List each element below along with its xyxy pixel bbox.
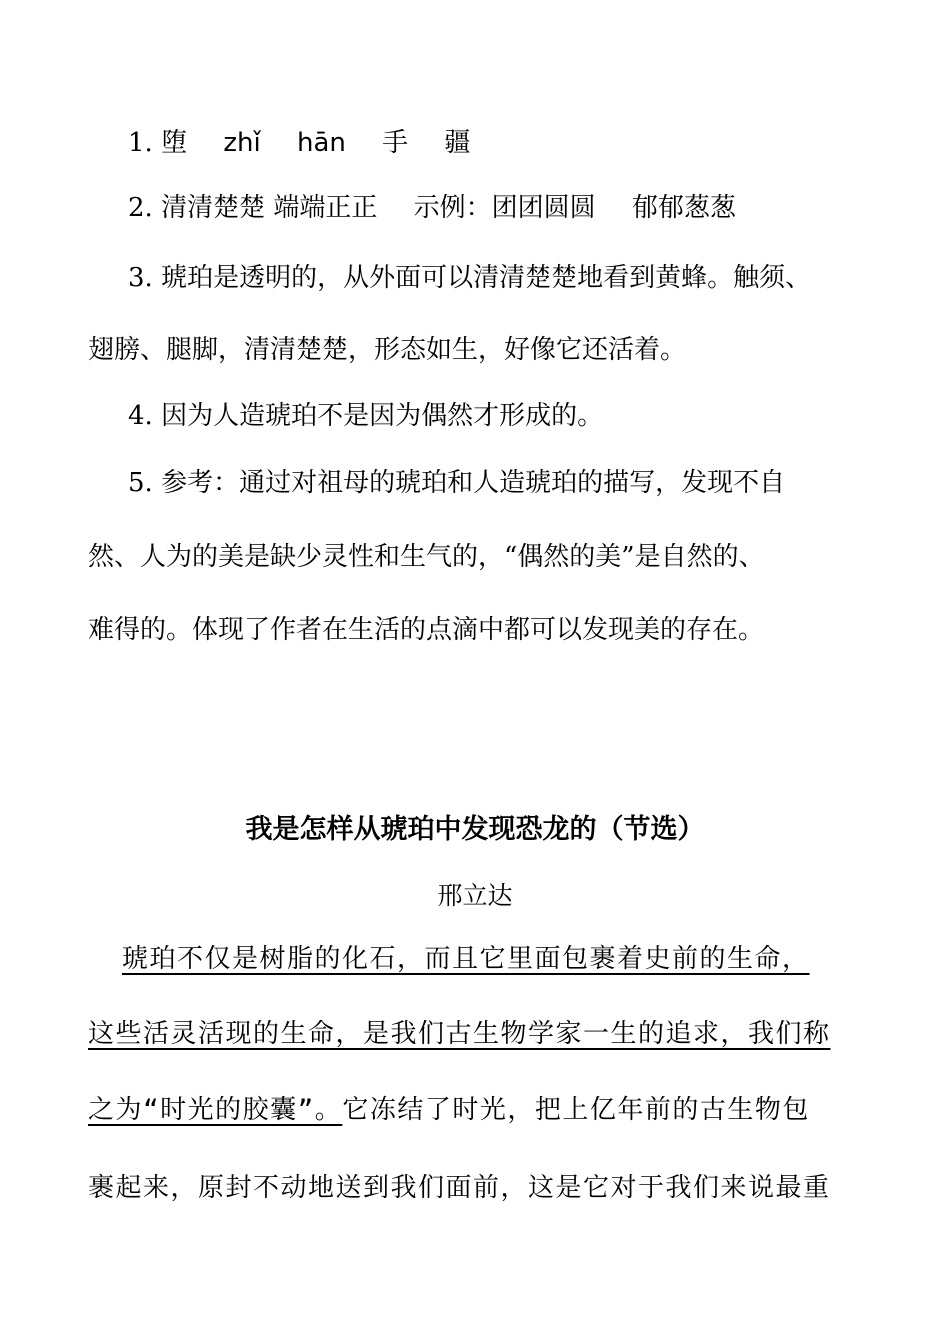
answer-number: 1. — [128, 128, 153, 158]
passage-title: 我是怎样从琥珀中发现恐龙的（节选） — [245, 814, 705, 845]
answer-5-continued: 难得的。体现了作者在生活的点滴中都可以发现美的存在。 — [88, 615, 765, 645]
answer-1 — [128, 126, 470, 160]
answer-text: 示例：团团圆圆 — [413, 193, 596, 223]
answer-3 — [128, 261, 811, 295]
answer-number: 3. — [128, 263, 153, 293]
passage-line: 裹起来，原封不动地送到我们面前，这是它对于我们来说最重 — [88, 1173, 831, 1203]
answer-item: 疆 — [444, 128, 471, 158]
passage-author: 邢立达 — [437, 881, 513, 910]
answer-text: 端端正正 — [273, 193, 378, 223]
passage-line-underlined: 琥珀不仅是树脂的化石，而且它里面包裹着史前的生命， — [122, 944, 810, 974]
passage-underlined-phrase: 之为“时光的胶囊”。 — [88, 1095, 343, 1125]
answer-item: 手 — [382, 128, 409, 158]
answer-4 — [128, 399, 603, 433]
passage-line — [88, 1093, 810, 1127]
answer-5 — [128, 466, 785, 500]
answer-text: 参考：通过对祖母的琥珀和人造琥珀的描写，发现不自 — [161, 468, 786, 498]
answer-item: 堕 — [161, 128, 188, 158]
answer-text: 清清楚楚 — [161, 193, 266, 223]
pinyin-item: zhǐ — [223, 128, 261, 158]
answer-number: 2. — [128, 193, 153, 223]
passage-text: 它冻结了时光，把上亿年前的古生物包 — [342, 1095, 810, 1125]
passage-line-underlined: 这些活灵活现的生命，是我们古生物学家一生的追求，我们称 — [88, 1019, 831, 1049]
answer-3-continued: 翅膀、腿脚，清清楚楚，形态如生，好像它还活着。 — [88, 335, 687, 365]
answer-text: 郁郁葱葱 — [631, 193, 736, 223]
pinyin-item: hān — [296, 128, 346, 158]
answer-number: 4. — [128, 401, 153, 431]
answer-2 — [128, 191, 736, 225]
answer-5-continued: 然、人为的美是缺少灵性和生气的，“偶然的美”是自然的、 — [88, 542, 765, 572]
answer-text: 琥珀是透明的，从外面可以清清楚楚地看到黄蜂。触须、 — [161, 263, 812, 293]
answer-text: 因为人造琥珀不是因为偶然才形成的。 — [161, 401, 604, 431]
answer-number: 5. — [128, 468, 153, 498]
